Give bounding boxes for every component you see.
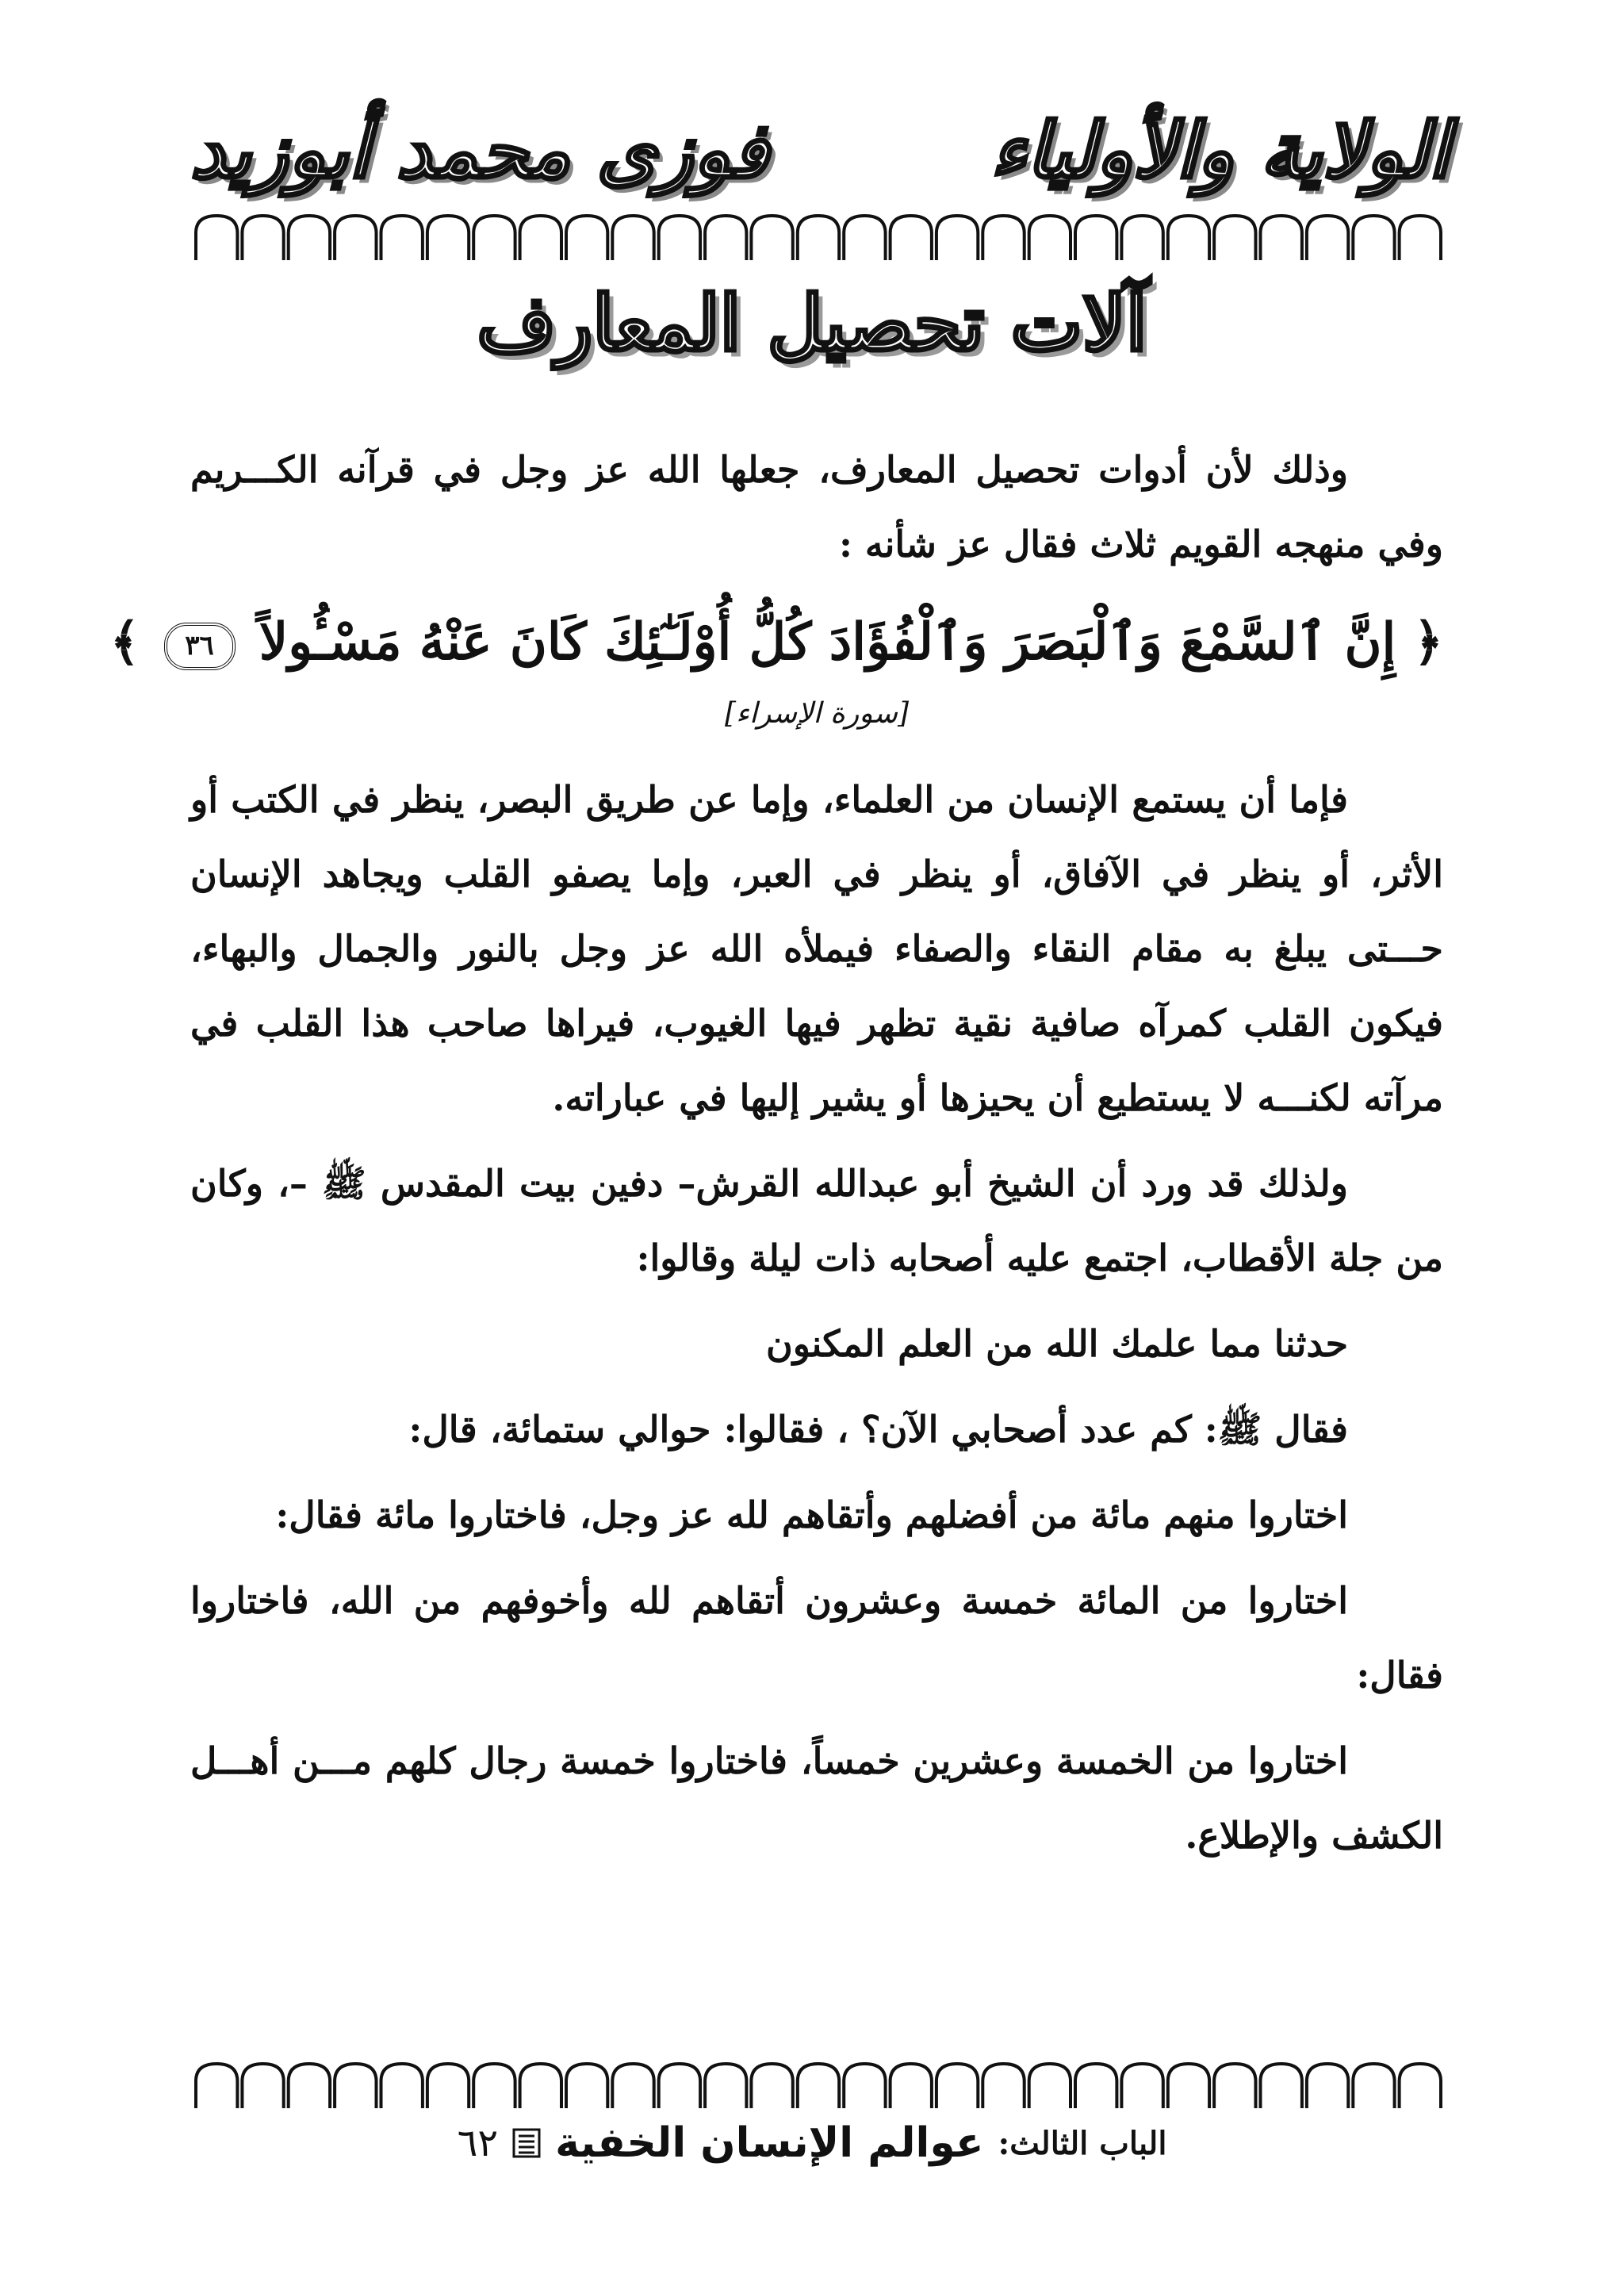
paragraph-choose-five: اختاروا من الخمسة وعشرين خمساً، فاختاروا خمسة رجال كلهم مـــن أهـــل الكشف والإطلاع. [190, 1739, 1443, 1857]
top-arch-border [193, 213, 1443, 263]
book-title: الولاية والأولياء [990, 105, 1450, 195]
verse-text: إِنَّ ٱلسَّمْعَ وَٱلْبَصَرَ وَٱلْفُؤَادَ كُلُّ أُوْلَـٰٓئِكَ كَانَ عَنْهُ مَسْـُٔولاً [259, 612, 1396, 672]
ayah-number: ٣٦ [164, 623, 236, 670]
chapter-label: الباب الثالث: [998, 2124, 1167, 2162]
chapter-title: عوالم الإنسان الخفية [555, 2119, 984, 2167]
paragraph-count: فقال ﷺ: كم عدد أصحابي الآن؟ ، فقالوا: حوالي ستمائة، قال: [408, 1408, 1348, 1451]
body-text [109, 432, 1443, 1873]
paragraph-choose-hundred: اختاروا منهم مائة من أفضلهم وأتقاهم لله عز وجل، فاختاروا مائة فقال: [275, 1494, 1348, 1536]
paragraph-request: حدثنا مما علمك الله من العلم المكنون [765, 1322, 1348, 1365]
arch-pattern [196, 2064, 1441, 2108]
paragraph-choose-twentyfive: اختاروا من المائة خمسة وعشرون أتقاهم لله وأخوفهم من الله، فاختاروا فقال: [190, 1579, 1443, 1697]
quran-verse [109, 599, 1443, 686]
page-icon [512, 2128, 541, 2158]
paragraph-intro: وذلك لأن أدوات تحصيل المعارف، جعلها الله عز وجل في قرآنه الكـــريم وفي منهجه القويم ثلاث فقال عز شأنه : [190, 448, 1443, 566]
page-number: ٦٢ [457, 2121, 499, 2165]
arch-pattern [196, 216, 1441, 260]
paragraph-sheikh: ولذلك قد ورد أن الشيخ أبو عبدالله القرش– دفين بيت المقدس ﷺ –، وكان من جلة الأقطاب، اجتمع عليه أصحابه ذات ليلة وقالوا: [190, 1162, 1443, 1279]
running-header [190, 91, 1450, 210]
section-title: آلات تحصيل المعارف [477, 278, 1147, 368]
bottom-arch-border [193, 2061, 1443, 2111]
surah-reference: [سورة الإسراء] [724, 697, 910, 730]
paragraph-senses: فإما أن يستمع الإنسان من العلماء، وإما عن طريق البصر، ينظر في الكتب أو الأثر، أو ينظر في الآفاق، أو ينظر في العبر، وإما يصفو القلب ويجاهد الإنسان حـــتى يبلغ به مقام النقاء والصفاء فيملأه الله عز وجل بالنور والجمال والبهاء، فيكون القلب كمرآه صافية نقية تظهر فيها الغيوب، فيراها صاحب هذا القلب في مرآته لكنـــه لا يستطيع أن يحيزها أو يشير إليها في عباراته. [190, 778, 1443, 1119]
verse-close-bracket: ﴾ [109, 612, 140, 672]
page-footer [0, 2119, 1624, 2167]
verse-open-bracket: ﴿ [1413, 612, 1443, 672]
author-name: فوزى محمد أبوزيد [190, 105, 769, 195]
